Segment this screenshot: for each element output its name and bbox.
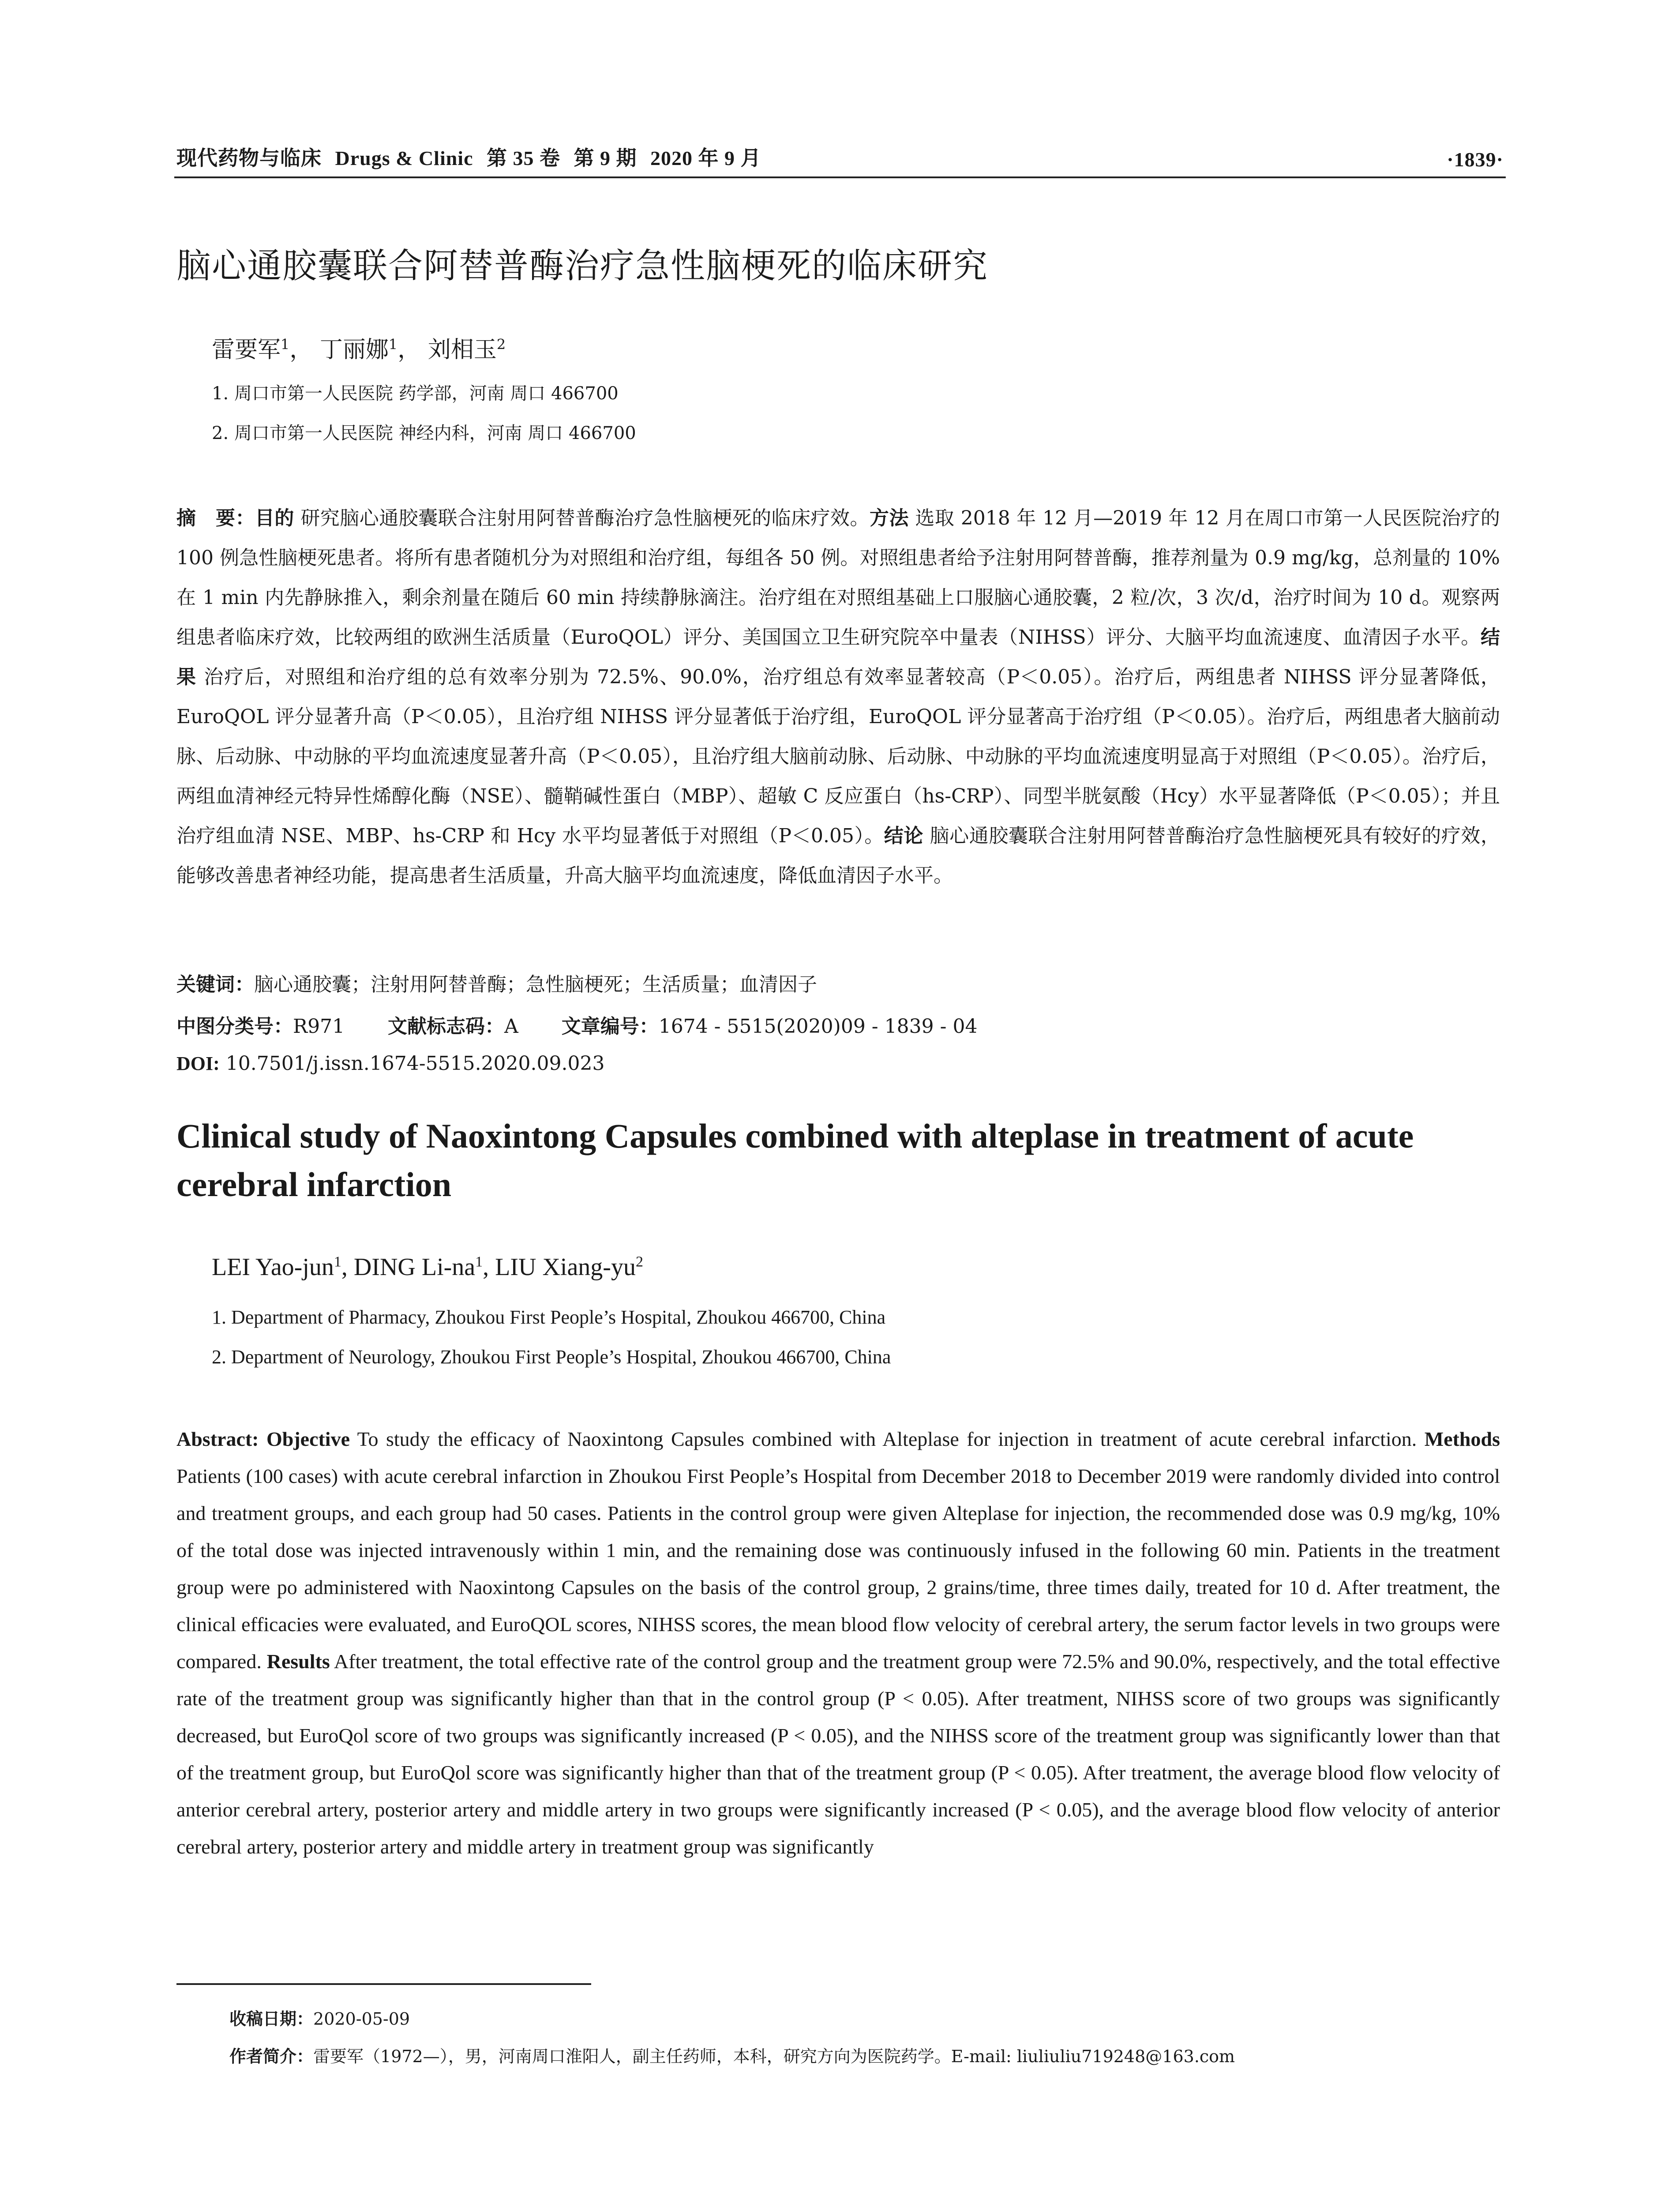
abstract-cn: [176, 499, 1500, 896]
journal-name-en: Drugs & Clinic: [335, 147, 473, 169]
page-number: ·1839·: [1447, 148, 1504, 171]
objective-label-en: Objective: [266, 1428, 350, 1450]
author-name-en: LIU Xiang-yu: [495, 1253, 636, 1281]
author-name-cn: 雷要军: [212, 337, 281, 363]
journal-issue: 第 9 期: [574, 147, 637, 169]
footnote-rule: [176, 1983, 591, 1985]
author-bio-label: 作者简介：: [229, 2047, 314, 2066]
author-affiliation-mark: 2: [635, 1253, 643, 1270]
objective-label-cn: 目的: [255, 507, 294, 529]
objective-text-cn: 研究脑心通胶囊联合注射用阿替普酶治疗急性脑梗死的临床疗效。: [300, 507, 870, 529]
author-affiliation-mark: 1: [334, 1253, 341, 1270]
article-title-en: Clinical study of Naoxintong Capsules combined with alteplase in treatment of acute cerebral infarction: [176, 1117, 1414, 1204]
classification-value: R971: [293, 1015, 345, 1038]
doi-line: [176, 1052, 1500, 1075]
keywords-cn: [176, 968, 1500, 997]
author-list-en: LEI Yao-jun$^1$, DING $Li-na^1$, LIU Xiang-$yu^2$: [212, 1253, 643, 1281]
methods-text-cn: 选取 2018 年 12 月—2019 年 12 月在周口市第一人民医院治疗的 100 例急性脑梗死患者。将所有患者随机分为对照组和治疗组，每组各 50 例。对照组患者给予注射用阿替普酶，推荐剂量为 0.9 mg/kg，总剂量的 10%在 1 min 内先静脉推入，剩余剂量在随后 60 min 持续静脉滴注。治疗组在对照组基础上口服脑心通胶囊，2 粒/次，3 次/d，治疗时间为 10 d。观察两组患者临床疗效，比较两组的欧洲生活质量（EuroQOL）评分、美国国立卫生研究院卒中量表（NIHSS）评分、大脑平均血流速度、血清因子水平。: [176, 507, 1500, 649]
results-label-en: Results: [266, 1650, 330, 1673]
results-text-cn: 治疗后，对照组和治疗组的总有效率分别为 72.5%、90.0%，治疗组总有效率显著较高（P＜0.05）。治疗后，两组患者 NIHSS 评分显著降低，EuroQOL 评分显著升高（P＜0.05），且治疗组 NIHSS 评分显著低于治疗组，EuroQOL 评分显著高于治疗组（P＜0.05）。治疗后，两组患者大脑前动脉、后动脉、中动脉的平均血流速度显著升高（P＜0.05），且治疗组大脑前动脉、后动脉、中动脉的平均血流速度明显高于对照组（P＜0.05）。治疗后，两组血清神经元特异性烯醇化酶（NSE）、髓鞘碱性蛋白（MBP）、超敏 C 反应蛋白（hs-CRP）、同型半胱氨酸（Hcy）水平显著降低（P＜0.05）；并且治疗组血清 NSE、MBP、hs-CRP 和 Hcy 水平均显著低于对照组（P＜0.05）。: [176, 666, 1500, 847]
running-header-left: [176, 142, 761, 171]
author-name-cn: 丁丽娜: [319, 337, 389, 363]
abstract-en: [176, 1421, 1500, 1865]
author-name-en: LEI Yao-jun: [212, 1253, 334, 1281]
author-bio-note: [229, 2043, 1235, 2067]
author-affiliation-mark: 2: [496, 336, 506, 353]
document-code-label: 文献标志码：: [388, 1015, 505, 1038]
journal-volume: 第 35 卷: [487, 147, 560, 169]
affiliation-cn: 2. 周口市第一人民医院 神经内科，河南 周口 466700: [212, 423, 636, 443]
journal-date: 2020 年 9 月: [650, 147, 761, 169]
conclusion-label-cn: 结论: [884, 825, 923, 847]
received-value: 2020-05-09: [313, 2009, 410, 2029]
header-rule: [174, 176, 1506, 178]
keywords-label-cn: 关键词：: [176, 973, 254, 996]
document-code-value: A: [504, 1015, 518, 1038]
results-text-en: After treatment, the total effective rate of the control group and the treatment group were 72.5% and 90.0%, respectively, and the total effective rate of the treatment group was significantly higher than that in the control group (P < 0.05). After treatment, NIHSS score of two groups was significantly decreased, but EuroQol score of two groups was significantly increased (P < 0.05), and the NIHSS score of the treatment group was significantly lower than that of the treatment group, but EuroQol score was significantly higher than that of the treatment group (P < 0.05). After treatment, the average blood flow velocity of anterior cerebral artery, posterior artery and middle artery in two groups were significantly increased (P < 0.05), and the average blood flow velocity of anterior cerebral artery, posterior artery and middle artery in treatment group was significantly: [176, 1650, 1500, 1858]
methods-text-en: Patients (100 cases) with acute cerebral infarction in Zhoukou First People’s Hospital from December 2018 to December 2019 were randomly divided into control and treatment groups, and each group had 50 cases. Patients in the control group were given Alteplase for injection, the recommended dose was 0.9 mg/kg, 10% of the total dose was injected intravenously within 1 min, and the remaining dose was continuously infused in the following 60 min. Patients in the treatment group were po administered with Naoxintong Capsules on the basis of the control group, 2 grains/time, three times daily, treated for 10 d. After treatment, the clinical efficacies were evaluated, and EuroQOL scores, NIHSS scores, the mean blood flow velocity of cerebral artery, the serum factor levels in two groups were compared.: [176, 1465, 1500, 1673]
journal-name-cn: 现代药物与临床: [176, 147, 322, 169]
affiliation-cn: 1. 周口市第一人民医院 药学部，河南 周口 466700: [212, 383, 619, 404]
author-list-cn: 雷要军$^1$， 丁丽娜$^1$， 刘相玉$^2$: [212, 336, 506, 363]
doi-value[interactable]: 10.7501/j.issn.1674-5515.2020.09.023: [225, 1052, 605, 1075]
author-name-cn: 刘相玉: [428, 337, 497, 363]
keywords-value-cn: 脑心通胶囊；注射用阿替普酶；急性脑梗死；生活质量；血清因子: [254, 973, 817, 996]
results-label-cn: 结果: [176, 626, 1500, 688]
article-number-value: 1674 - 5515(2020)09 - 1839 - 04: [658, 1015, 978, 1038]
running-header: [176, 140, 1504, 171]
doi-label: DOI:: [176, 1053, 220, 1074]
received-label: 收稿日期：: [229, 2009, 314, 2029]
affiliation-en: 2. Department of Neurology, Zhoukou First People’s Hospital, Zhoukou 466700, China: [212, 1346, 891, 1368]
classification-line: [176, 1010, 1500, 1039]
classification-label: 中图分类号：: [176, 1015, 293, 1038]
abstract-label-en: Abstract:: [176, 1428, 259, 1450]
author-affiliation-mark: 1: [475, 1253, 483, 1270]
conclusion-text-cn: 脑心通胶囊联合注射用阿替普酶治疗急性脑梗死具有较好的疗效，能够改善患者神经功能，提高患者生活质量，升高大脑平均血流速度，降低血清因子水平。: [176, 825, 1500, 887]
abstract-label-cn: 摘 要：: [176, 507, 255, 529]
author-affiliation-mark: 1: [388, 336, 398, 353]
received-date-note: [229, 2005, 410, 2030]
article-number-label: 文章编号：: [561, 1015, 659, 1038]
affiliation-en: 1. Department of Pharmacy, Zhoukou First People’s Hospital, Zhoukou 466700, China: [212, 1306, 886, 1328]
author-bio-value: 雷要军（1972—），男，河南周口淮阳人，副主任药师，本科，研究方向为医院药学。E-mail: liuliuliu719248@163.com: [313, 2047, 1235, 2066]
objective-text-en: To study the efficacy of Naoxintong Capsules combined with Alteplase for injection in treatment of acute cerebral infarction.: [357, 1428, 1417, 1450]
methods-label-en: Methods: [1424, 1428, 1500, 1450]
author-affiliation-mark: 1: [281, 336, 290, 353]
author-name-en: DING Li-na: [353, 1253, 476, 1281]
article-title-cn: 脑心通胶囊联合阿替普酶治疗急性脑梗死的临床研究: [176, 246, 989, 286]
methods-label-cn: 方法: [869, 507, 909, 529]
